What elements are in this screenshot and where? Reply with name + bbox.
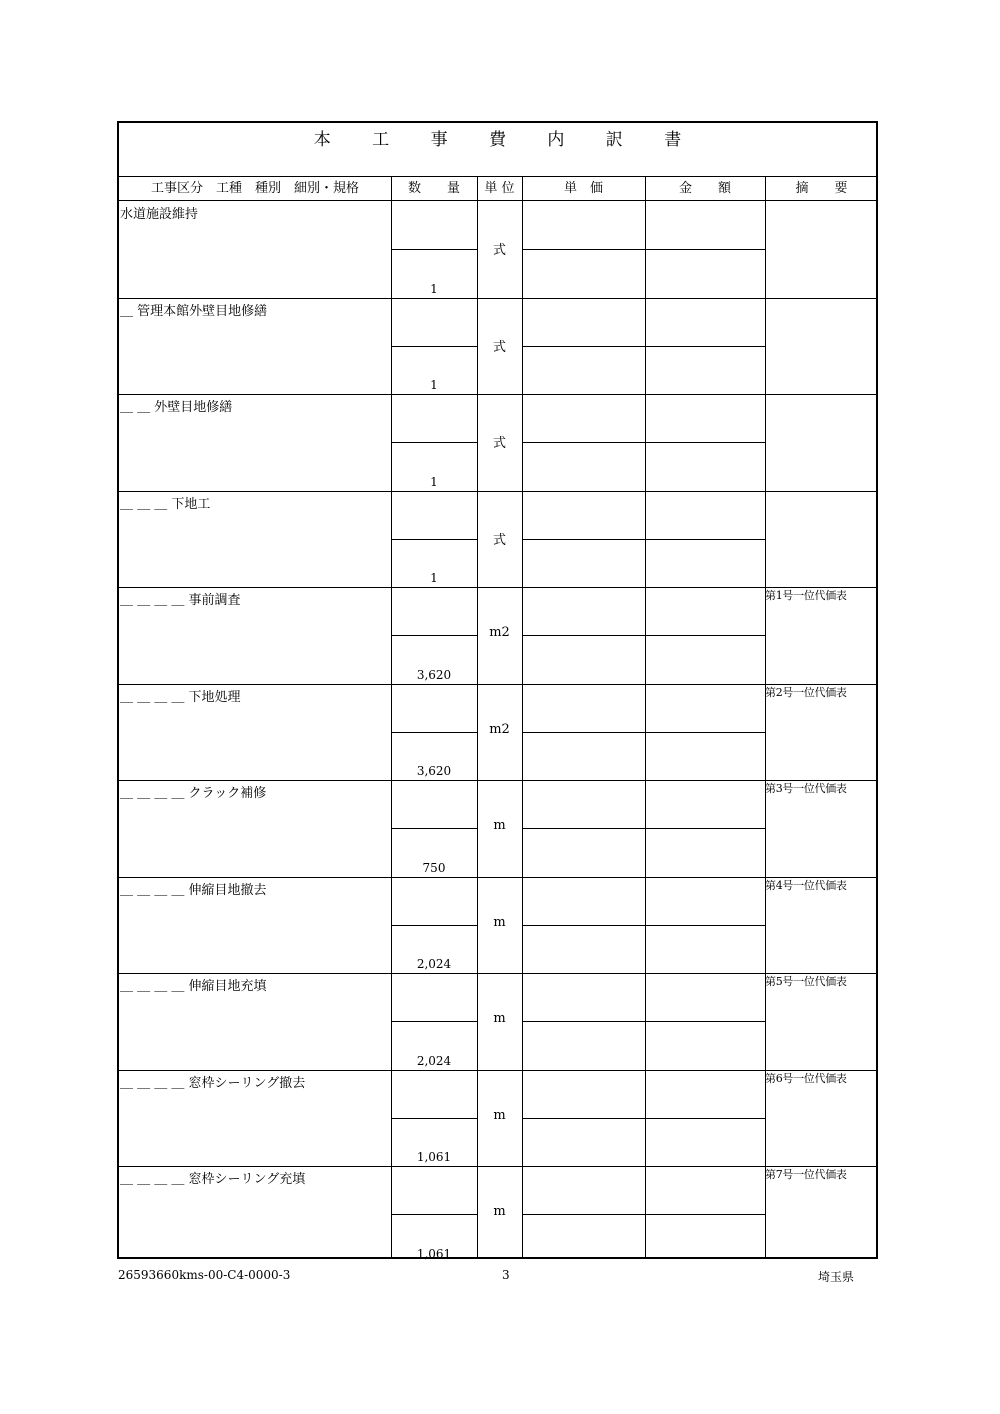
unit: m2 bbox=[489, 625, 510, 640]
cell-split-rule bbox=[522, 1214, 645, 1215]
cell-split-rule bbox=[522, 442, 645, 443]
cell-split-rule bbox=[645, 635, 765, 636]
remarks: 第2号一位代価表 bbox=[765, 685, 847, 699]
table-row bbox=[119, 491, 876, 588]
unit: m bbox=[493, 1204, 506, 1219]
remarks: 第5号一位代価表 bbox=[765, 975, 847, 988]
item-name: ＿ ＿ ＿ ＿ 伸縮目地撤去 bbox=[120, 882, 267, 898]
item-name: ＿ ＿ ＿ ＿ クラック補修 bbox=[120, 786, 267, 801]
cell-split-rule bbox=[645, 442, 765, 443]
header-item: 工事区分 工種 種別 細別・規格 bbox=[150, 181, 359, 196]
item-name: ＿ ＿ ＿ ＿ 事前調査 bbox=[120, 593, 241, 608]
quantity: 3,620 bbox=[416, 764, 452, 778]
cell-split-rule bbox=[391, 1214, 477, 1215]
item-name: ＿ ＿ ＿ ＿ 窓枠シーリング撤去 bbox=[120, 1075, 306, 1091]
quantity: 1 bbox=[430, 378, 438, 392]
item-name: ＿ ＿ ＿ 下地工 bbox=[120, 496, 211, 512]
page-number: 3 bbox=[502, 1268, 510, 1282]
cell-split-rule bbox=[522, 1118, 645, 1119]
cell-split-rule bbox=[391, 925, 477, 926]
cell-split-rule bbox=[391, 828, 477, 829]
cell-split-rule bbox=[522, 249, 645, 250]
quantity: 1 bbox=[430, 281, 438, 296]
cell-split-rule bbox=[522, 732, 645, 733]
remarks: 第1号一位代価表 bbox=[765, 589, 847, 602]
cell-split-rule bbox=[391, 249, 477, 250]
remarks: 第3号一位代価表 bbox=[765, 782, 847, 795]
sheet-title: 本 工 事 費 内 訳 書 bbox=[313, 130, 700, 150]
item-name: ＿ 管理本館外壁目地修繕 bbox=[120, 303, 268, 319]
header-unit-price: 単 価 bbox=[563, 181, 603, 196]
table-row bbox=[119, 394, 876, 491]
cell-split-rule bbox=[645, 925, 765, 926]
item-name: ＿ ＿ 外壁目地修繕 bbox=[120, 400, 233, 415]
header-unit: 単 位 bbox=[484, 181, 515, 196]
header-qty: 数 量 bbox=[407, 181, 460, 196]
cell-split-rule bbox=[645, 1214, 765, 1215]
unit: 式 bbox=[492, 339, 506, 355]
quantity: 1,061 bbox=[416, 1150, 452, 1164]
cell-split-rule bbox=[645, 346, 765, 347]
quantity: 750 bbox=[422, 860, 446, 875]
cell-split-rule bbox=[522, 635, 645, 636]
cell-split-rule bbox=[645, 828, 765, 829]
table-row bbox=[119, 780, 876, 877]
quantity: 1 bbox=[430, 571, 438, 585]
table-row bbox=[119, 1166, 876, 1263]
unit: m bbox=[493, 1107, 506, 1123]
cell-split-rule bbox=[522, 539, 645, 540]
cell-split-rule bbox=[522, 925, 645, 926]
cell-split-rule bbox=[391, 442, 477, 443]
cell-split-rule bbox=[391, 346, 477, 347]
unit: 式 bbox=[492, 436, 506, 451]
cell-split-rule bbox=[645, 1118, 765, 1119]
table-row bbox=[119, 201, 876, 298]
table-row bbox=[119, 1070, 876, 1167]
remarks: 第7号一位代価表 bbox=[765, 1168, 847, 1181]
table-row bbox=[119, 587, 876, 684]
quantity: 2,024 bbox=[416, 1053, 452, 1068]
remarks: 第6号一位代価表 bbox=[765, 1071, 847, 1085]
cell-split-rule bbox=[391, 1021, 477, 1022]
item-name: ＿ ＿ ＿ ＿ 伸縮目地充填 bbox=[120, 979, 267, 994]
cost-breakdown-sheet bbox=[117, 121, 878, 1259]
cell-split-rule bbox=[391, 635, 477, 636]
remarks: 第4号一位代価表 bbox=[765, 878, 847, 892]
table-row bbox=[119, 973, 876, 1070]
item-name: ＿ ＿ ＿ ＿ 窓枠シーリング充填 bbox=[120, 1172, 306, 1187]
table-row bbox=[119, 684, 876, 781]
unit: m bbox=[493, 1011, 506, 1026]
unit: m bbox=[493, 818, 506, 833]
unit: m2 bbox=[489, 721, 510, 737]
cell-split-rule bbox=[391, 732, 477, 733]
quantity: 2,024 bbox=[416, 957, 452, 971]
cell-split-rule bbox=[391, 539, 477, 540]
unit: m bbox=[493, 914, 506, 930]
cell-split-rule bbox=[522, 828, 645, 829]
cell-split-rule bbox=[391, 1118, 477, 1119]
cell-split-rule bbox=[522, 346, 645, 347]
header-amount: 金 額 bbox=[678, 181, 731, 196]
cell-split-rule bbox=[645, 732, 765, 733]
unit: 式 bbox=[492, 532, 506, 548]
unit: 式 bbox=[492, 243, 506, 258]
cell-split-rule bbox=[522, 1021, 645, 1022]
table-row bbox=[119, 877, 876, 974]
item-name: ＿ ＿ ＿ ＿ 下地処理 bbox=[120, 689, 241, 705]
doc-code: 26593660kms-00-C4-0000-3 bbox=[118, 1268, 291, 1282]
cell-split-rule bbox=[645, 539, 765, 540]
prefecture: 埼玉県 bbox=[818, 1270, 855, 1284]
cell-split-rule bbox=[645, 249, 765, 250]
quantity: 3,620 bbox=[416, 667, 452, 682]
table-row bbox=[119, 298, 876, 395]
header-remarks: 摘 要 bbox=[795, 181, 848, 196]
quantity: 1,061 bbox=[416, 1246, 452, 1261]
item-name: 水道施設維持 bbox=[120, 207, 199, 222]
quantity: 1 bbox=[430, 474, 438, 489]
cell-split-rule bbox=[645, 1021, 765, 1022]
